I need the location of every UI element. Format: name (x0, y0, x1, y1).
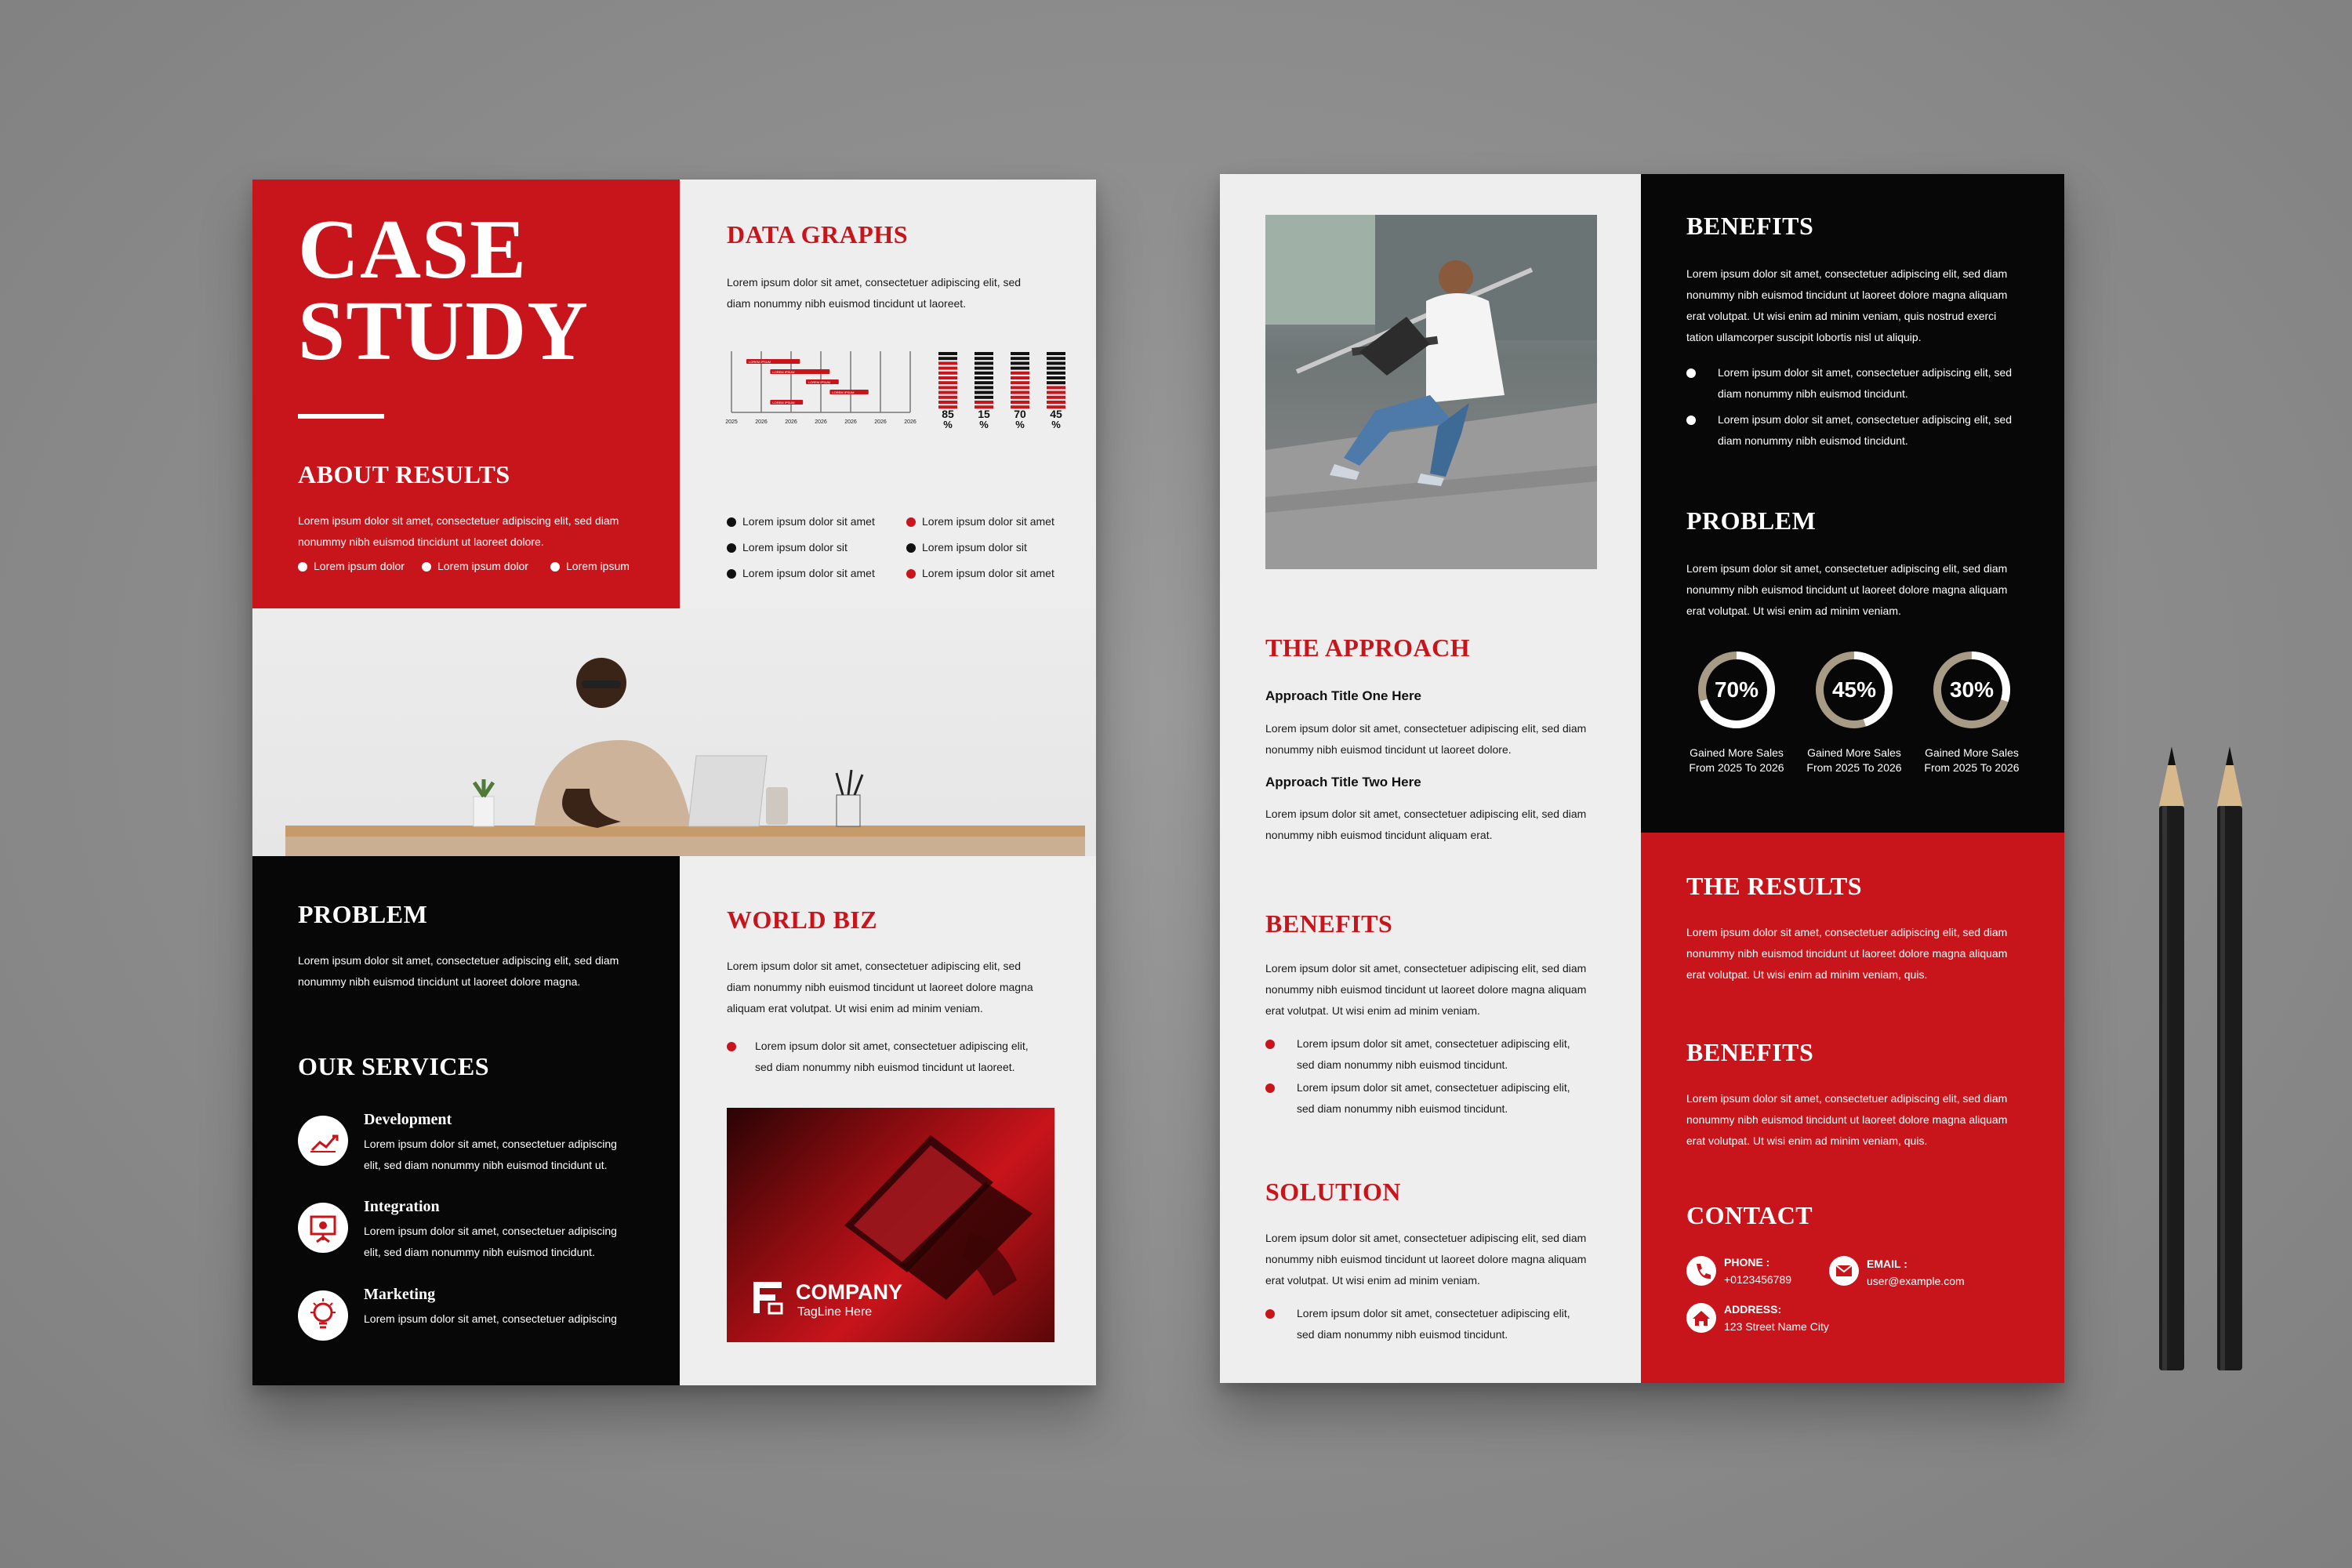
solution-bullet: Lorem ipsum dolor sit amet, consectetuer adipiscing elit, (1297, 1307, 1570, 1319)
legend-item: Lorem ipsum dolor sit (922, 541, 1027, 554)
benefits-bullet: Lorem ipsum dolor sit amet, consectetuer adipiscing elit, (1297, 1081, 1570, 1094)
x-tick-label: 2026 (874, 419, 887, 425)
stat-ring (1931, 649, 2013, 731)
pencil (2154, 746, 2189, 1377)
approach-text-2b: nonummy nibh euismod tincidunt aliquam erat. (1265, 829, 1493, 841)
hero-title-line2: STUDY (298, 285, 590, 378)
bar-label: LOREM IPSUM (772, 401, 795, 405)
x-tick-label: 2026 (785, 419, 797, 425)
laptop-man-photo (1265, 215, 1597, 569)
legend-dot (906, 569, 916, 579)
bar-segment (975, 386, 993, 389)
benefits-red-text-3: erat volutpat. Ut wisi enim ad minim veniam, quis. (1686, 1134, 1928, 1147)
bar-value-label: 70 (1014, 408, 1026, 420)
bar-value-label: 45 (1050, 408, 1062, 420)
benefits-red-text-2: nonummy nibh euismod tincidunt ut laoreet dolore magna aliquam (1686, 1113, 2008, 1126)
problem-right-text-3: erat volutpat. Ut wisi enim ad minim veniam. (1686, 604, 1901, 617)
stat-value: 70% (1714, 677, 1759, 702)
benefits-top-bullet: Lorem ipsum dolor sit amet, consectetuer adipiscing elit, sed (1718, 366, 2013, 379)
approach-heading: THE APPROACH (1265, 633, 1471, 662)
data-graphs-text-1: Lorem ipsum dolor sit amet, consectetuer adipiscing elit, sed (727, 276, 1022, 289)
benefits-heading: BENEFITS (1265, 909, 1393, 938)
bar-segment (938, 361, 957, 365)
x-tick-label: 2025 (725, 419, 738, 425)
results-heading: THE RESULTS (1686, 872, 1862, 900)
service-icon-circle (298, 1290, 348, 1341)
benefits-text-3: erat volutpat. Ut wisi enim ad minim veniam. (1265, 1004, 1480, 1017)
bar-segment (1047, 401, 1065, 404)
bar-segment (1011, 367, 1029, 370)
solution-heading: SOLUTION (1265, 1178, 1401, 1206)
bar-segment (1011, 391, 1029, 394)
benefits-bullet-dot (1265, 1083, 1275, 1093)
bar-segment (938, 386, 957, 389)
approach-text-2a: Lorem ipsum dolor sit amet, consectetuer adipiscing elit, sed diam (1265, 808, 1587, 820)
results-text-3: erat volutpat. Ut wisi enim ad minim veniam, quis. (1686, 968, 1928, 981)
bar-segment (975, 352, 993, 355)
problem-right-heading: PROBLEM (1686, 506, 1817, 535)
about-bullet: Lorem ipsum (566, 560, 630, 572)
email-icon (1829, 1256, 1859, 1286)
legend-dot (906, 517, 916, 527)
bar-segment (938, 391, 957, 394)
company-logo-icon (752, 1280, 783, 1315)
service-title: Marketing (364, 1286, 436, 1303)
bar-segment (1047, 376, 1065, 379)
legend-item: Lorem ipsum dolor sit amet (922, 515, 1054, 528)
benefits-top-bullet-dot (1686, 368, 1696, 378)
bar-segment (1011, 386, 1029, 389)
address-value: 123 Street Name City (1724, 1320, 1829, 1333)
benefits-bullet: Lorem ipsum dolor sit amet, consectetuer adipiscing elit, (1297, 1037, 1570, 1050)
contact-heading: CONTACT (1686, 1201, 1813, 1229)
bar-segment (1047, 357, 1065, 360)
bar-segment (975, 357, 993, 360)
bar-value-label: 15 (978, 408, 990, 420)
timeline-bar-chart (727, 348, 915, 426)
approach-title-2: Approach Title Two Here (1265, 775, 1421, 789)
service-icon-circle (298, 1116, 348, 1166)
bar-segment (1011, 376, 1029, 379)
bar-segment (1047, 386, 1065, 389)
legend-dot (727, 517, 736, 527)
bar-segment (938, 367, 957, 370)
service-text: elit, sed diam nonummy nibh euismod tincidunt ut. (364, 1159, 608, 1171)
problem-right-text-2: nonummy nibh euismod tincidunt ut laoreet dolore magna aliquam (1686, 583, 2008, 596)
about-bullet-dot (298, 562, 307, 572)
world-biz-bullet: sed diam nonummy nibh euismod tincidunt ut laoreet. (755, 1061, 1015, 1073)
services-heading: OUR SERVICES (298, 1052, 490, 1080)
stat-value: 45% (1831, 677, 1877, 702)
data-graphs-heading: DATA GRAPHS (727, 220, 908, 249)
benefits-top-text-1: Lorem ipsum dolor sit amet, consectetuer adipiscing elit, sed diam (1686, 267, 2008, 280)
bar-segment (1011, 352, 1029, 355)
bar-segment (1047, 367, 1065, 370)
bar-segment (1047, 396, 1065, 399)
x-tick-label: 2026 (844, 419, 857, 425)
percent-bar-chart (931, 352, 1080, 430)
legend-item: Lorem ipsum dolor sit (742, 541, 848, 554)
service-text: Lorem ipsum dolor sit amet, consectetuer adipiscing (364, 1138, 617, 1150)
benefits-top-text-4: tation ullamcorper suscipit lobortis nisl ut aliquip. (1686, 331, 1922, 343)
solution-text-1: Lorem ipsum dolor sit amet, consectetuer adipiscing elit, sed diam (1265, 1232, 1587, 1244)
service-text: Lorem ipsum dolor sit amet, consectetuer adipiscing (364, 1312, 617, 1325)
benefits-bullet: sed diam nonummy nibh euismod tincidunt. (1297, 1058, 1508, 1071)
benefits-top-text-3: erat volutpat. Ut wisi enim ad minim veniam, quis nostrud exerci (1686, 310, 1997, 322)
phone-value[interactable]: +0123456789 (1724, 1273, 1792, 1286)
bar-segment (1047, 372, 1065, 375)
problem-right-text-1: Lorem ipsum dolor sit amet, consectetuer adipiscing elit, sed diam (1686, 562, 2008, 575)
bar-segment (975, 367, 993, 370)
bar-segment (975, 372, 993, 375)
approach-title-1: Approach Title One Here (1265, 688, 1422, 703)
stat-label: Gained More Sales (1690, 746, 1784, 759)
bar-value-label: 85 (942, 408, 954, 420)
bar-segment (938, 376, 957, 379)
bar-segment (975, 401, 993, 404)
bar-segment (1047, 391, 1065, 394)
benefits-top-bullet-dot (1686, 416, 1696, 425)
presentation-board-icon (298, 1203, 348, 1253)
bar-label: LOREM IPSUM (808, 380, 831, 384)
benefits-top-heading: BENEFITS (1686, 212, 1814, 240)
bar-segment (975, 376, 993, 379)
about-text-1: Lorem ipsum dolor sit amet, consectetuer adipiscing elit, sed diam (298, 514, 619, 527)
bar-segment (1047, 352, 1065, 355)
bar-segment (1011, 396, 1029, 399)
office-photo (252, 608, 1096, 856)
service-text: Lorem ipsum dolor sit amet, consectetuer adipiscing (364, 1225, 617, 1237)
world-biz-text-3: aliquam erat volutpat. Ut wisi enim ad minim veniam. (727, 1002, 983, 1014)
world-biz-text-2: diam nonummy nibh euismod tincidunt ut laoreet dolore magna (727, 981, 1033, 993)
bar-segment (938, 381, 957, 384)
pencil (2212, 746, 2247, 1377)
idea-bulb-icon (298, 1290, 348, 1341)
bar-segment (1047, 361, 1065, 365)
service-text: elit, sed diam nonummy nibh euismod tincidunt. (364, 1246, 595, 1258)
solution-text-3: erat volutpat. Ut wisi enim ad minim veniam. (1265, 1274, 1480, 1287)
stat-label: From 2025 To 2026 (1806, 761, 1902, 774)
bar-unit-label: % (1015, 419, 1025, 430)
world-biz-text-1: Lorem ipsum dolor sit amet, consectetuer adipiscing elit, sed (727, 960, 1022, 972)
about-bullet: Lorem ipsum dolor (314, 560, 405, 572)
bar-segment (975, 391, 993, 394)
benefits-top-bullet: Lorem ipsum dolor sit amet, consectetuer adipiscing elit, sed (1718, 413, 2013, 426)
x-tick-label: 2026 (755, 419, 768, 425)
problem-heading: PROBLEM (298, 900, 428, 928)
benefits-problem-panel (1641, 174, 2064, 833)
about-bullet-dot (422, 562, 431, 572)
service-title: Integration (364, 1198, 440, 1215)
problem-text-1: Lorem ipsum dolor sit amet, consectetuer adipiscing elit, sed diam (298, 954, 619, 967)
service-icon-circle (298, 1203, 348, 1253)
service-title: Development (364, 1111, 452, 1128)
stat-label: From 2025 To 2026 (1689, 761, 1784, 774)
results-text-2: nonummy nibh euismod tincidunt ut laoreet dolore magna aliquam (1686, 947, 2008, 960)
bar-segment (1011, 357, 1029, 360)
about-text-2: nonummy nibh euismod tincidunt ut laoreet dolore. (298, 535, 544, 548)
about-results-heading: ABOUT RESULTS (298, 460, 510, 488)
stat-label: Gained More Sales (1807, 746, 1901, 759)
bar-segment (938, 357, 957, 360)
world-biz-bullet: Lorem ipsum dolor sit amet, consectetuer adipiscing elit, (755, 1040, 1029, 1052)
man-on-steps-illustration (1265, 215, 1597, 569)
problem-text-2: nonummy nibh euismod tincidunt ut laoreet dolore magna. (298, 975, 581, 988)
address-label: ADDRESS: (1724, 1303, 1782, 1316)
stat-ring (1696, 649, 1777, 731)
x-tick-label: 2026 (815, 419, 827, 425)
data-graphs-text-2: diam nonummy nibh euismod tincidunt ut laoreet. (727, 297, 967, 310)
legend-item: Lorem ipsum dolor sit amet (922, 567, 1054, 579)
bar-segment (1047, 381, 1065, 384)
bar-label: LOREM IPSUM (772, 370, 795, 374)
bar-segment (1011, 381, 1029, 384)
stat-ring (1813, 649, 1895, 731)
problem-services-panel (252, 856, 680, 1385)
world-biz-heading: WORLD BIZ (727, 906, 878, 934)
bar-segment (975, 381, 993, 384)
x-tick-label: 2026 (904, 419, 916, 425)
stat-value: 30% (1949, 677, 1994, 702)
phone-label: PHONE : (1724, 1256, 1770, 1269)
growth-chart-icon (298, 1116, 348, 1166)
legend-dot (906, 543, 916, 553)
bar-segment (938, 401, 957, 404)
about-bullet: Lorem ipsum dolor (437, 560, 528, 572)
approach-text-1b: nonummy nibh euismod tincidunt ut laoreet dolore. (1265, 743, 1512, 756)
right-page (1220, 174, 2064, 1383)
bar-segment (1011, 401, 1029, 404)
stat-label: Gained More Sales (1925, 746, 2019, 759)
approach-text-1a: Lorem ipsum dolor sit amet, consectetuer adipiscing elit, sed diam (1265, 722, 1587, 735)
results-text-1: Lorem ipsum dolor sit amet, consectetuer adipiscing elit, sed diam (1686, 926, 2008, 938)
benefits-red-text-1: Lorem ipsum dolor sit amet, consectetuer adipiscing elit, sed diam (1686, 1092, 2008, 1105)
benefits-bullet-dot (1265, 1040, 1275, 1049)
benefits-top-bullet: diam nonummy nibh euismod tincidunt. (1718, 387, 1908, 400)
bar-segment (975, 396, 993, 399)
benefits-red-heading: BENEFITS (1686, 1038, 1814, 1066)
bar-segment (1011, 372, 1029, 375)
bar-segment (1011, 361, 1029, 365)
stat-label: From 2025 To 2026 (1924, 761, 2020, 774)
email-label: EMAIL : (1867, 1258, 1907, 1270)
hero-divider (298, 414, 384, 419)
left-page (252, 180, 1096, 1385)
solution-bullet-dot (1265, 1309, 1275, 1319)
bar-segment (938, 372, 957, 375)
bar-label: LOREM IPSUM (749, 360, 771, 364)
benefits-text-1: Lorem ipsum dolor sit amet, consectetuer adipiscing elit, sed diam (1265, 962, 1587, 975)
bar-segment (938, 396, 957, 399)
bar-segment (938, 352, 957, 355)
solution-text-2: nonummy nibh euismod tincidunt ut laoreet dolore magna aliquam (1265, 1253, 1587, 1265)
bar-unit-label: % (979, 419, 989, 430)
hero-title-line1: CASE (298, 203, 528, 296)
hero-panel (252, 180, 680, 608)
benefits-bullet: sed diam nonummy nibh euismod tincidunt. (1297, 1102, 1508, 1115)
legend-dot (727, 569, 736, 579)
man-at-desk-illustration (252, 608, 1096, 856)
benefits-top-bullet: diam nonummy nibh euismod tincidunt. (1718, 434, 1908, 447)
email-value[interactable]: user@example.com (1867, 1275, 1965, 1287)
solution-bullet: sed diam nonummy nibh euismod tincidunt. (1297, 1328, 1508, 1341)
legend-item: Lorem ipsum dolor sit amet (742, 515, 875, 528)
legend-item: Lorem ipsum dolor sit amet (742, 567, 875, 579)
bar-unit-label: % (943, 419, 953, 430)
home-icon (1686, 1303, 1716, 1333)
company-tagline: TagLine Here (797, 1305, 873, 1319)
world-biz-bullet-dot (727, 1042, 736, 1051)
company-name: COMPANY (796, 1280, 903, 1304)
phone-icon (1686, 1256, 1716, 1286)
about-bullet-dot (550, 562, 560, 572)
results-contact-panel (1641, 833, 2064, 1383)
bar-segment (975, 361, 993, 365)
benefits-top-text-2: nonummy nibh euismod tincidunt ut laoreet dolore magna aliquam (1686, 289, 2008, 301)
legend-dot (727, 543, 736, 553)
bar-label: LOREM IPSUM (832, 390, 855, 394)
bar-unit-label: % (1051, 419, 1061, 430)
benefits-text-2: nonummy nibh euismod tincidunt ut laoreet dolore magna aliquam (1265, 983, 1587, 996)
company-image (727, 1108, 1054, 1342)
